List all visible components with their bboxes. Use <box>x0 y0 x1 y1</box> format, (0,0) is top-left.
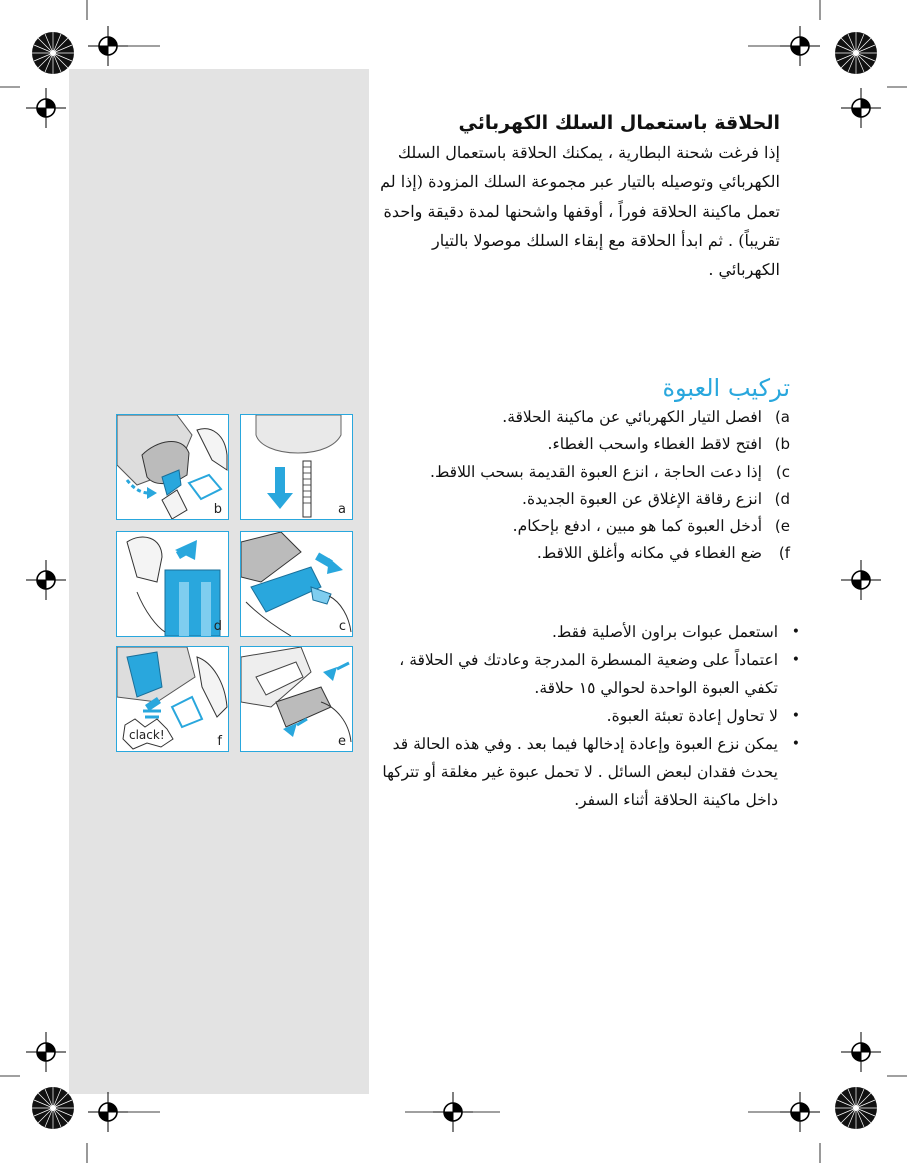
note-item <box>380 702 800 730</box>
step-letter: e) <box>774 517 790 536</box>
illustration-label: c <box>338 619 346 634</box>
illustration-d <box>116 531 229 637</box>
note-text: اعتماداً على وضعية المسطرة المدرجة وعادتك في الحلاقة ، تكفي العبوة الواحدة لحوالي ١٥ حلاقة. <box>399 651 778 697</box>
clack-text: clack! <box>129 728 165 742</box>
step-item-f <box>380 540 790 567</box>
section-cartridge-installation <box>380 372 790 568</box>
note-text: لا تحاول إعادة تعبئة العبوة. <box>606 707 778 725</box>
bullet-icon: • <box>791 708 800 724</box>
step-item-d <box>380 486 790 513</box>
step-letter: d) <box>774 489 790 508</box>
bullet-icon: • <box>791 736 800 752</box>
illustration-grid <box>116 414 355 754</box>
step-text: افصل التيار الكهربائي عن ماكينة الحلاقة. <box>502 408 762 426</box>
step-text: افتح لاقط الغطاء واسحب الغطاء. <box>547 435 762 454</box>
step-item-c <box>380 459 790 486</box>
steps-list <box>380 404 790 568</box>
note-item <box>380 730 800 814</box>
illustration-label: d <box>213 619 222 634</box>
section-cord-shaving <box>380 108 780 284</box>
section-title-cartridge: تركيب العبوة <box>662 374 790 402</box>
step-letter: c) <box>775 462 790 481</box>
note-text: استعمل عبوات براون الأصلية فقط. <box>551 623 778 641</box>
step-item-b <box>380 431 790 458</box>
step-letter: b) <box>774 435 790 454</box>
note-item <box>380 646 800 702</box>
step-text: أدخل العبوة كما هو مبين ، ادفع بإحكام. <box>512 517 762 536</box>
illustration-e <box>240 646 353 752</box>
notes-list <box>380 618 800 814</box>
illustration-label: b <box>213 502 222 517</box>
step-letter: f) <box>778 544 790 563</box>
illustration-label: f <box>217 734 222 749</box>
illustration-b <box>116 414 229 520</box>
step-text: انزع رقاقة الإغلاق عن العبوة الجديدة. <box>522 489 762 508</box>
step-item-a <box>380 404 790 431</box>
illustration-label: e <box>338 734 346 749</box>
bullet-icon: • <box>791 624 800 640</box>
step-letter: a) <box>774 408 790 426</box>
illustration-f <box>116 646 229 752</box>
section-title-cord-shaving: الحلاقة باستعمال السلك الكهربائي <box>458 112 780 134</box>
cord-shaving-paragraph: إذا فرغت شحنة البطارية ، يمكنك الحلاقة باستعمال السلك الكهربائي وتوصيله بالتيار عبر مجموعة السلك المزودة (إذا لم تعمل ماكينة الحلاقة فوراً ، أوقفها واشحنها لمدة دقيقة واحدة تقريباً) . ثم ابدأ الحلاقة مع إبقاء السلك موصولا بالتيار الكهربائي . <box>380 143 780 280</box>
illustration-c <box>240 531 353 637</box>
note-item <box>380 618 800 646</box>
note-text: يمكن نزع العبوة وإعادة إدخالها فيما بعد . وفي هذه الحالة قد يحدث فقدان لبعض السائل . لا تحمل عبوة غير مغلقة أو تتركها داخل ماكينة الحلاقة أثناء السفر. <box>382 735 778 809</box>
step-text: إذا دعت الحاجة ، انزع العبوة القديمة بسحب اللاقط. <box>430 462 762 481</box>
step-item-e <box>380 513 790 540</box>
illustration-label: a <box>338 502 346 517</box>
step-text: ضع الغطاء في مكانه وأغلق اللاقط. <box>536 544 762 563</box>
illustration-a <box>240 414 353 520</box>
bullet-icon: • <box>791 652 800 668</box>
